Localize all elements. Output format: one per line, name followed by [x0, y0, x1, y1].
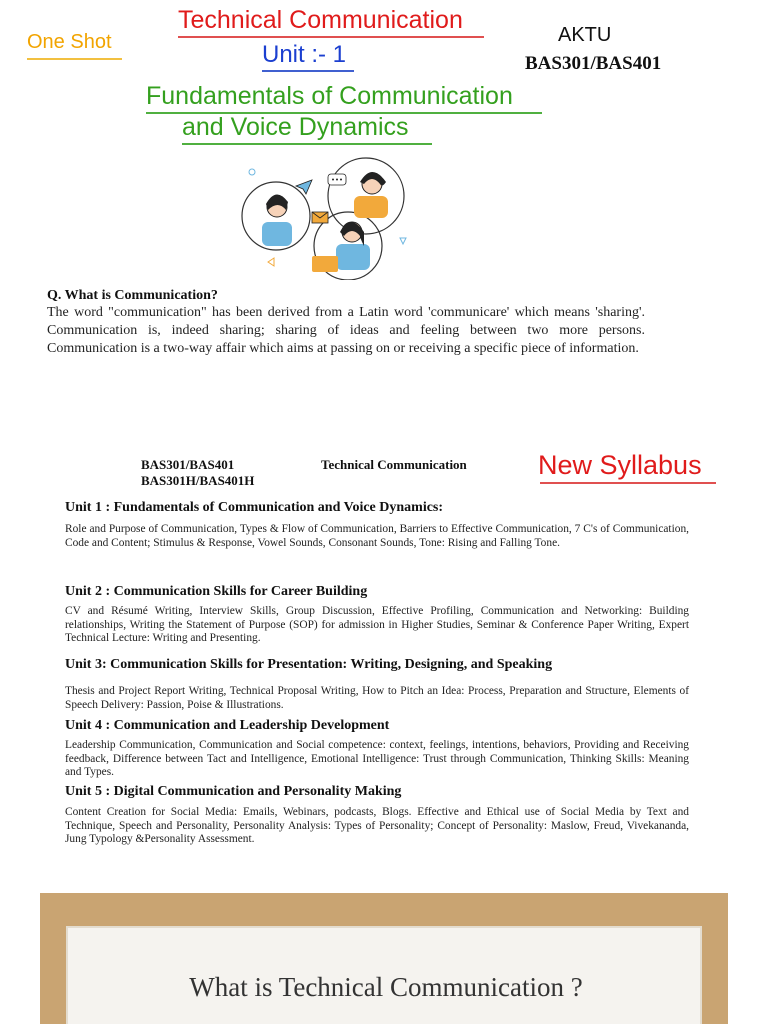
question-answer: The word "communication" has been derived from a Latin word 'communicare' which means 'sharing'. Communication is, indeed sharing; sharing of ideas and feeling between two more persons. Communication is a two-way affair which aims at passing on or receiving a specific piece of information.	[47, 305, 645, 356]
people-communicating-illustration	[232, 152, 418, 280]
new-syllabus-underline	[540, 482, 716, 484]
one-shot-label: One Shot	[27, 31, 112, 53]
unit-2-heading: Unit 2 : Communication Skills for Career Building	[65, 584, 368, 599]
course-codes: BAS301/BAS401	[525, 53, 662, 74]
one-shot-underline	[27, 58, 122, 60]
question-heading: Q. What is Communication?	[47, 288, 218, 303]
unit-4-heading: Unit 4 : Communication and Leadership Development	[65, 718, 390, 733]
unit-5-body: Content Creation for Social Media: Emails, Webinars, podcasts, Blogs. Effective and Ethical use of Social Media by Text and Technique, Speech and Personality, Personality Analysis: Types of Personality; Concept of Personality: Maslow, Freud, Vivekananda, Jung Typology &Personality Assessment.	[65, 806, 689, 845]
topic-underline-2	[182, 143, 432, 145]
title-underline	[178, 36, 484, 38]
unit-3-heading: Unit 3: Communication Skills for Presentation: Writing, Designing, and Speaking	[65, 657, 553, 672]
unit-1-heading: Unit 1 : Fundamentals of Communication and Voice Dynamics:	[65, 500, 444, 515]
topic-title-line1: Fundamentals of Communication	[146, 82, 513, 110]
unit-label: Unit :- 1	[262, 41, 347, 68]
syllabus-codes-line1: BAS301/BAS401	[141, 457, 235, 472]
unit-5-heading: Unit 5 : Digital Communication and Personality Making	[65, 784, 402, 799]
syllabus-codes-line2: BAS301H/BAS401H	[141, 473, 255, 488]
slide-card	[66, 926, 702, 1024]
unit-4-body: Leadership Communication, Communication and Social competence: context, feelings, intentions, behaviors, Providing and Receiving feedback, Difference between Tact and Intelligence, Emotional Intelligence: Trust through Communication, Thinking Skills: Meaning and Types.	[65, 739, 689, 778]
slide-title: What is Technical Communication ?	[189, 972, 583, 1002]
topic-title-line2: and Voice Dynamics	[182, 113, 409, 141]
unit-underline	[262, 70, 354, 72]
unit-1-body: Role and Purpose of Communication, Types & Flow of Communication, Barriers to Effective Communication, 7 C's of Communication, Code and Content; Stimulus & Response, Vowel Sounds, Consonant Sounds, Tone: Rising and Falling Tone.	[65, 523, 689, 549]
page-title: Technical Communication	[178, 6, 463, 34]
unit-3-body: Thesis and Project Report Writing, Technical Proposal Writing, How to Pitch an Idea: Process, Preparation and Structure, Elements of Speech Delivery: Passion, Poise & Illustrations.	[65, 685, 689, 711]
unit-2-body: CV and Résumé Writing, Interview Skills, Group Discussion, Effective Profiling, Communication and Networking: Building relationships, Writing the Statement of Purpose (SOP) for admission in Higher Studies, Seminar & Conference Paper Writing, Expert Technical Lecture: Writing and Presenting.	[65, 605, 689, 644]
syllabus-subject: Technical Communication	[321, 457, 467, 472]
new-syllabus-label: New Syllabus	[538, 450, 702, 480]
university-label: AKTU	[558, 24, 612, 46]
